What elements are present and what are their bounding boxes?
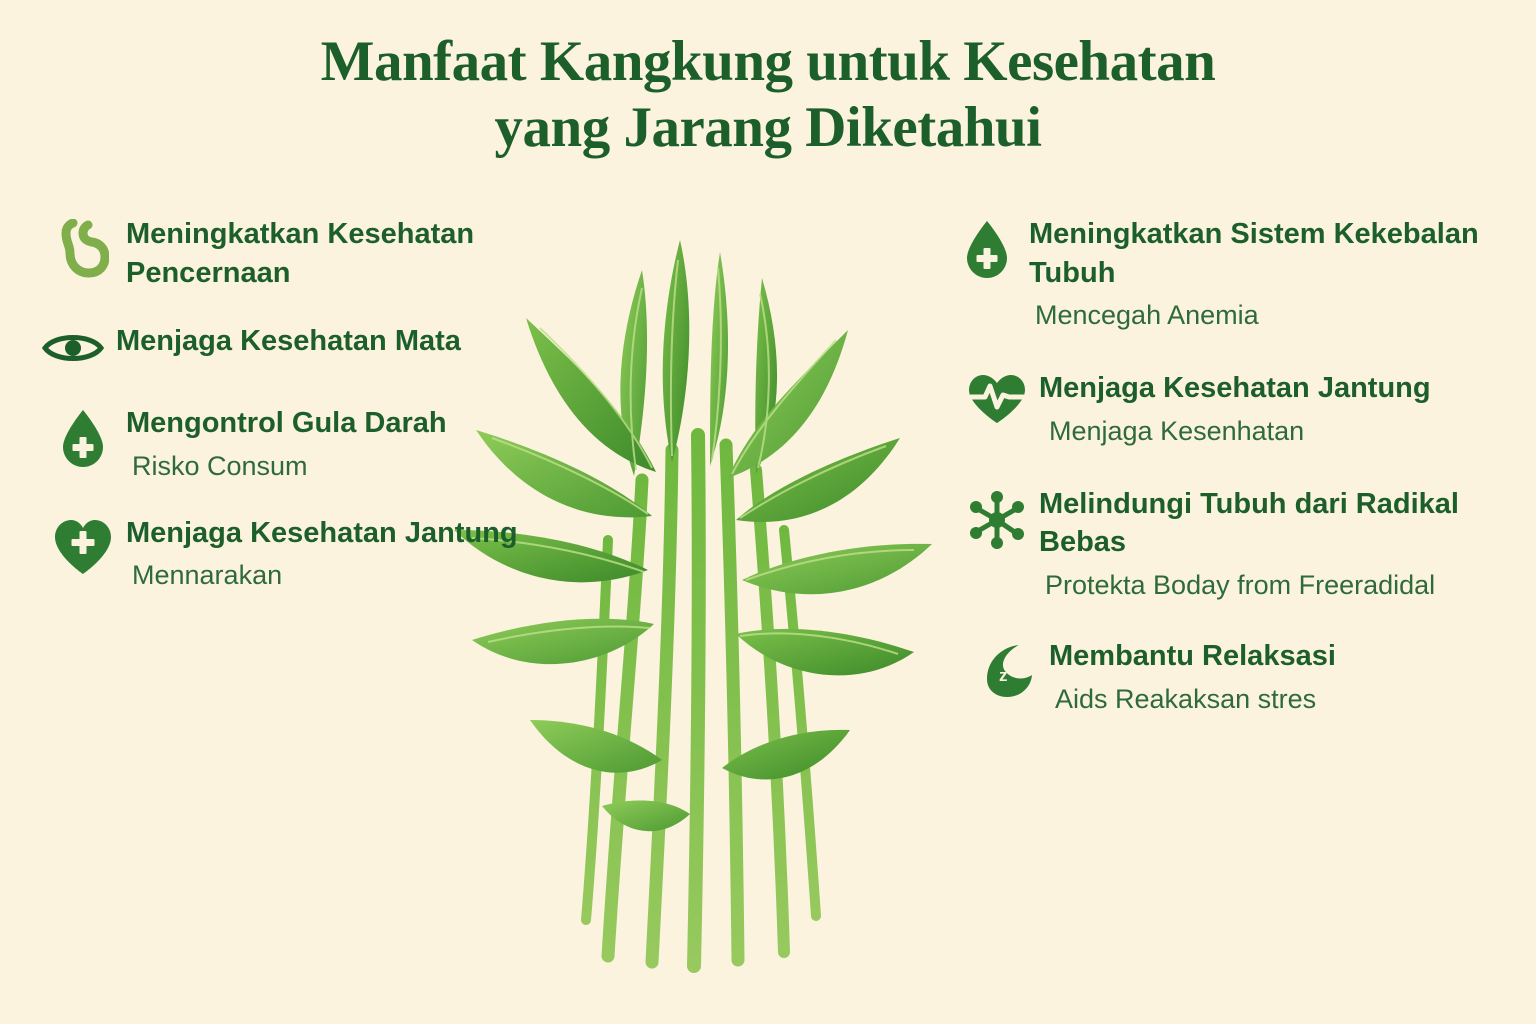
benefit-text-eye-health	[116, 322, 520, 361]
benefit-headline: Mengontrol Gula Darah	[126, 407, 447, 440]
heart-plus-icon	[40, 514, 126, 576]
benefit-text-blood-sugar	[126, 404, 520, 484]
moon-sleep-icon	[965, 637, 1049, 699]
benefit-text-relaxation	[1049, 637, 1505, 717]
benefit-item-free-radicals	[955, 485, 1505, 603]
blood-drop-plus-icon	[945, 215, 1029, 281]
benefit-headline: Menjaga Kesehatan Mata	[116, 325, 461, 358]
benefit-text-heart-health	[126, 514, 520, 594]
benefit-headline: Menjaga Kesehatan Jantung	[1039, 372, 1431, 405]
benefit-subtext: Risko Consum	[132, 450, 308, 481]
molecule-icon	[955, 485, 1039, 551]
benefit-text-free-radicals	[1039, 485, 1505, 603]
left-benefits-column	[40, 215, 520, 593]
right-benefits-column	[945, 215, 1505, 717]
benefit-text-digestion	[126, 215, 520, 292]
benefit-item-blood-sugar	[40, 404, 520, 484]
benefit-headline: Meningkatkan Sistem Kekebalan Tubuh	[1029, 218, 1479, 289]
blood-drop-plus-icon	[40, 404, 126, 470]
benefit-subtext: Mencegah Anemia	[1035, 300, 1259, 331]
benefit-text-immune-system	[1029, 215, 1505, 333]
benefit-item-immune-system	[945, 215, 1505, 333]
benefit-item-relaxation	[965, 637, 1505, 717]
stomach-icon	[40, 215, 126, 285]
eye-icon	[30, 322, 116, 370]
benefit-subtext: Protekta Boday from Freeradidal	[1045, 570, 1436, 600]
svg-text:z: z	[999, 666, 1008, 686]
page-title	[0, 30, 1536, 161]
benefit-item-digestion	[40, 215, 520, 292]
benefit-subtext: Mennarakan	[132, 560, 283, 591]
benefit-subtext: Aids Reakaksan stres	[1055, 683, 1317, 714]
benefit-item-eye-health	[30, 322, 520, 370]
benefit-item-heart-health	[40, 514, 520, 594]
benefit-headline: Melindungi Tubuh dari Radikal Bebas	[1039, 487, 1459, 559]
benefit-item-heart-health-right	[955, 369, 1505, 449]
benefit-headline: Membantu Relaksasi	[1049, 640, 1336, 673]
title-line-2: yang Jarang Diketahui	[494, 96, 1042, 160]
title-line-1: Manfaat Kangkung untuk Kesehatan	[320, 30, 1216, 93]
benefit-headline: Meningkatkan Kesehatan Pencernaan	[126, 218, 475, 289]
heart-pulse-icon	[955, 369, 1039, 425]
benefit-subtext: Menjaga Kesenhatan	[1049, 415, 1305, 446]
benefit-text-heart-health-right	[1039, 369, 1505, 449]
benefit-headline: Menjaga Kesehatan Jantung	[126, 516, 518, 549]
